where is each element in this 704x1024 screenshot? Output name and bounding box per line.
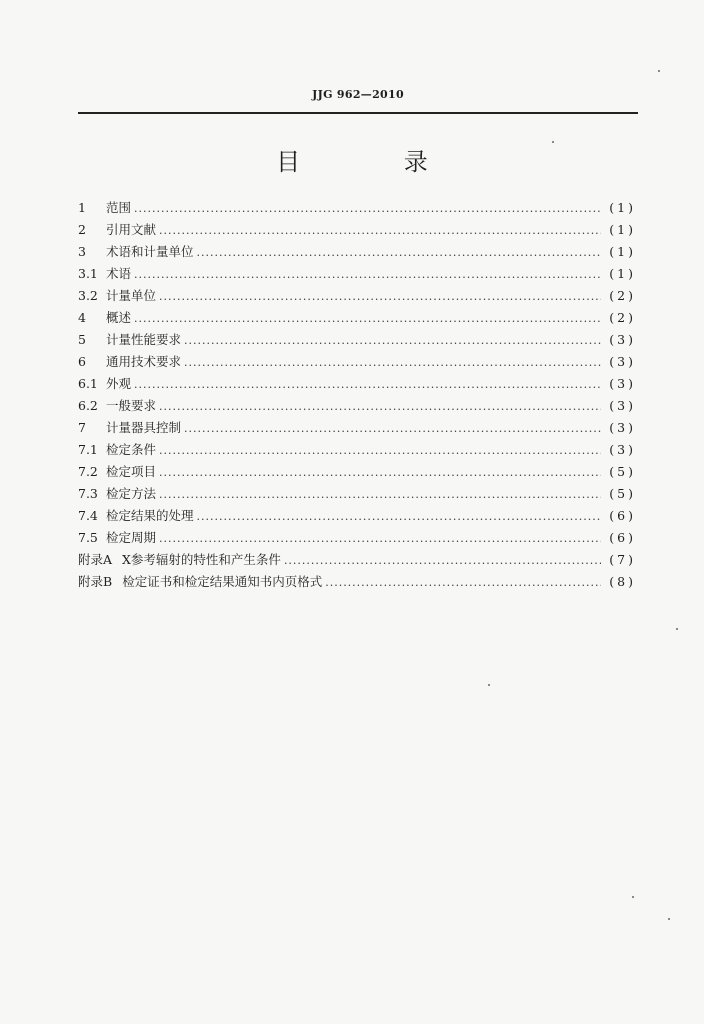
- toc-leader-dots: [197, 246, 601, 259]
- toc-entry-number: 3.2: [78, 288, 98, 303]
- toc-entry-page: (6): [609, 508, 636, 523]
- toc-entry-page: (5): [609, 464, 636, 479]
- toc-entry-page: (5): [609, 486, 636, 501]
- toc-entry-label: 引用文献: [106, 222, 157, 237]
- toc-entry-appendix-b: [78, 572, 636, 594]
- toc-entry-label: 概述: [106, 310, 132, 325]
- toc-leader-dots: [159, 466, 601, 479]
- toc-entry-number: 7.1: [78, 442, 98, 457]
- scan-speck: [658, 70, 660, 72]
- toc-entry-label: 检定条件: [106, 442, 157, 457]
- toc-entry-label: 检定证书和检定结果通知书内页格式: [122, 574, 323, 589]
- toc-leader-dots: [159, 400, 601, 413]
- toc-entry-number: 7.3: [78, 486, 98, 501]
- toc-entry-label: 检定周期: [106, 530, 157, 545]
- toc-leader-dots: [197, 510, 601, 523]
- toc-leader-dots: [159, 290, 601, 303]
- toc-leader-dots: [134, 268, 601, 281]
- toc-entry-number: 6.1: [78, 376, 98, 391]
- toc-leader-dots: [184, 422, 601, 435]
- toc-leader-dots: [134, 202, 601, 215]
- toc-entry-number: 5: [78, 332, 86, 347]
- toc-entry-7: [78, 418, 636, 440]
- header-rule: [78, 112, 638, 114]
- toc-leader-dots: [325, 576, 601, 589]
- toc-entry-number: 2: [78, 222, 86, 237]
- toc-leader-dots: [284, 554, 601, 567]
- toc-entry-label: 一般要求: [106, 398, 157, 413]
- toc-entry-5: [78, 330, 636, 352]
- toc-entry-page: (6): [609, 530, 636, 545]
- toc-entry-6-2: [78, 396, 636, 418]
- toc-entry-3-2: [78, 286, 636, 308]
- toc-leader-dots: [159, 224, 601, 237]
- toc-entry-number: 7.2: [78, 464, 98, 479]
- scan-speck: [676, 628, 678, 630]
- toc-entry-7-1: [78, 440, 636, 462]
- scan-speck: [632, 896, 634, 898]
- toc-entry-page: (3): [609, 332, 636, 347]
- toc-entry-number: 7.5: [78, 530, 98, 545]
- toc-entry-page: (1): [609, 244, 636, 259]
- toc-entry-label: 术语和计量单位: [106, 244, 194, 259]
- toc-entry-3-1: [78, 264, 636, 286]
- toc-entry-1: [78, 198, 636, 220]
- toc-entry-number: 1: [78, 200, 86, 215]
- scan-speck: [488, 684, 490, 686]
- toc-entry-label: 外观: [106, 376, 132, 391]
- toc-entry-page: (2): [609, 288, 636, 303]
- toc-entry-7-3: [78, 484, 636, 506]
- toc-entry-number: 附录A: [78, 552, 113, 567]
- toc-entry-label: 检定结果的处理: [106, 508, 194, 523]
- toc-entry-page: (2): [609, 310, 636, 325]
- toc-entry-7-4: [78, 506, 636, 528]
- scan-speck: [552, 141, 554, 143]
- toc-entry-number: 附录B: [78, 574, 113, 589]
- toc-entry-page: (7): [609, 552, 636, 567]
- toc-title: 目 录: [276, 148, 476, 176]
- toc-entry-label: 计量器具控制: [106, 420, 182, 435]
- toc-entry-3: [78, 242, 636, 264]
- toc-entry-page: (3): [609, 420, 636, 435]
- toc-leader-dots: [159, 488, 601, 501]
- toc-entry-page: (8): [609, 574, 636, 589]
- toc-entry-number: 7.4: [78, 508, 98, 523]
- toc-entry-7-2: [78, 462, 636, 484]
- toc-entry-2: [78, 220, 636, 242]
- toc-leader-dots: [184, 356, 601, 369]
- toc-leader-dots: [159, 444, 601, 457]
- toc-entry-page: (3): [609, 398, 636, 413]
- toc-entry-6: [78, 352, 636, 374]
- table-of-contents: [78, 198, 636, 594]
- toc-leader-dots: [159, 532, 601, 545]
- toc-entry-label: 检定方法: [106, 486, 157, 501]
- toc-entry-number: 4: [78, 310, 86, 325]
- toc-entry-page: (1): [609, 222, 636, 237]
- toc-entry-7-5: [78, 528, 636, 550]
- toc-leader-dots: [134, 312, 601, 325]
- scan-speck: [668, 918, 670, 920]
- toc-entry-number: 6.2: [78, 398, 98, 413]
- toc-entry-label: X参考辐射的特性和产生条件: [122, 552, 281, 567]
- toc-leader-dots: [184, 334, 601, 347]
- document-code-header: JJG 962—2010: [312, 88, 404, 101]
- toc-entry-number: 6: [78, 354, 86, 369]
- toc-entry-number: 3.1: [78, 266, 98, 281]
- toc-entry-number: 7: [78, 420, 86, 435]
- toc-entry-6-1: [78, 374, 636, 396]
- toc-entry-label: 范围: [106, 200, 132, 215]
- toc-entry-label: 术语: [106, 266, 132, 281]
- toc-entry-label: 通用技术要求: [106, 354, 182, 369]
- toc-entry-page: (3): [609, 354, 636, 369]
- toc-leader-dots: [134, 378, 601, 391]
- toc-entry-4: [78, 308, 636, 330]
- toc-entry-label: 计量单位: [106, 288, 157, 303]
- toc-entry-label: 检定项目: [106, 464, 157, 479]
- toc-entry-page: (1): [609, 200, 636, 215]
- toc-entry-page: (3): [609, 442, 636, 457]
- toc-entry-page: (1): [609, 266, 636, 281]
- toc-entry-number: 3: [78, 244, 86, 259]
- toc-entry-appendix-a: [78, 550, 636, 572]
- toc-entry-page: (3): [609, 376, 636, 391]
- toc-entry-label: 计量性能要求: [106, 332, 182, 347]
